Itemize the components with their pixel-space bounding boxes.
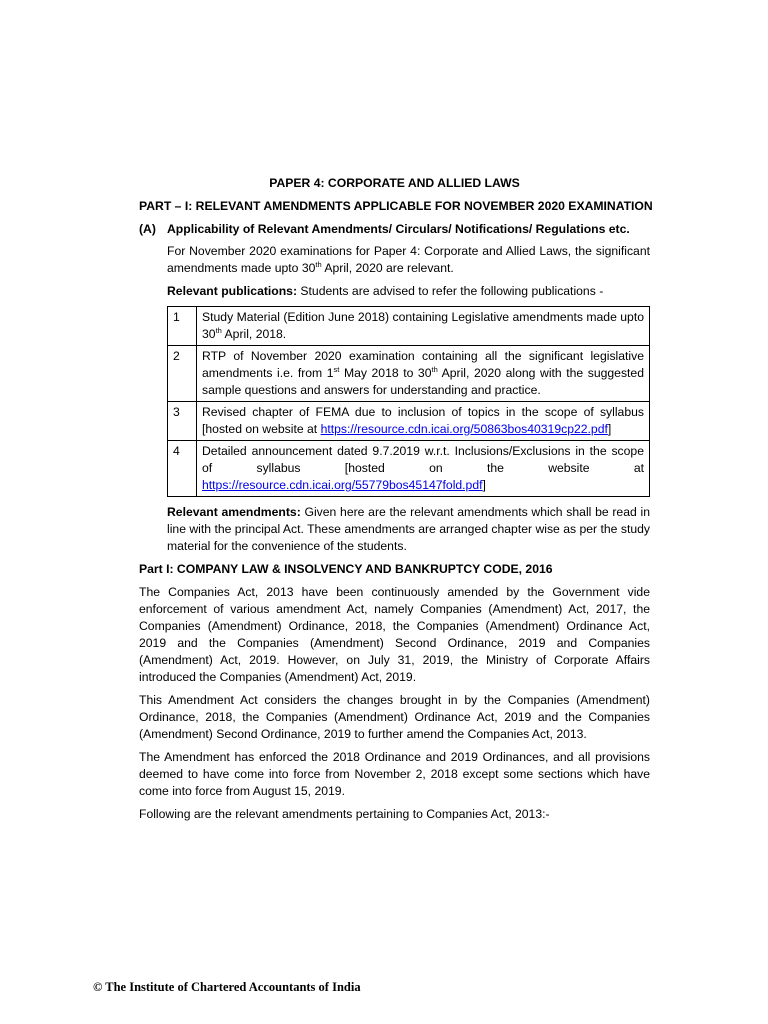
table-row xyxy=(168,441,650,497)
row-number: 1 xyxy=(168,307,197,346)
publications-table xyxy=(167,306,650,497)
section-a-heading xyxy=(139,221,650,238)
part1-heading: Part I: COMPANY LAW & INSOLVENCY AND BANKRUPTCY CODE, 2016 xyxy=(139,562,553,576)
table-row xyxy=(168,346,650,402)
pub-text: ] xyxy=(482,478,486,492)
pub-sup: th xyxy=(431,365,438,374)
pub-text: Revised chapter of FEMA due to inclusion of topics in the scope of syllabus [hosted on website at xyxy=(202,405,644,436)
pub-sup: th xyxy=(215,326,222,335)
pub-text: ] xyxy=(607,422,612,436)
part-heading: PART – I: RELEVANT AMENDMENTS APPLICABLE FOR NOVEMBER 2020 EXAMINATION xyxy=(139,199,653,213)
body-paragraph: The Amendment has enforced the 2018 Ordinance and 2019 Ordinances, and all provisions deemed to have come into force from November 2, 2018 except some sections which have come into force from August 15, 2019. xyxy=(139,750,650,798)
row-text xyxy=(197,307,650,346)
intro-paragraph xyxy=(167,243,650,277)
pub-text: RTP of November 2020 examination containing all the significant legislative amendments i.e. from 1 xyxy=(202,349,644,380)
intro-text-2: April, 2020 are relevant. xyxy=(321,261,454,275)
row-text xyxy=(197,402,650,441)
row-text xyxy=(197,346,650,402)
publications-intro xyxy=(167,283,650,300)
pub-text: April, 2018. xyxy=(221,327,287,341)
body-paragraph: Following are the relevant amendments pertaining to Companies Act, 2013:- xyxy=(139,807,550,821)
body-paragraph: This Amendment Act considers the changes brought in by the Companies (Amendment) Ordinance, 2018, the Companies (Amendment) Ordinance Act, 2019 and the Companies (Amendment) Second Ordinance, 2019 to further amend the Companies Act, 2013. xyxy=(139,693,650,741)
section-a-label: (A) xyxy=(139,222,156,236)
document-page xyxy=(139,175,653,829)
amendments-text: Given here are the relevant amendments which shall be read in line with the principal Act. These amendments are arranged chapter wise as per the study material for the convenience of the students. xyxy=(167,505,650,553)
paper-title: PAPER 4: CORPORATE AND ALLIED LAWS xyxy=(269,176,520,190)
intro-sup: th xyxy=(315,260,322,269)
pub-text: Detailed announcement dated 9.7.2019 w.r.t. Inclusions/Exclusions in the scope of syllabus [hosted on the website at xyxy=(202,444,644,475)
fema-chapter-link[interactable]: https://resource.cdn.icai.org/50863bos40319cp22.pdf xyxy=(320,422,608,436)
intro-text-1: For November 2020 examinations for Paper 4: Corporate and Allied Laws, the significant amendments made upto 30 xyxy=(167,244,650,275)
pub-text: May 2018 to 30 xyxy=(339,366,432,380)
table-row xyxy=(168,402,650,441)
row-number: 2 xyxy=(168,346,197,402)
publications-label: Relevant publications: xyxy=(167,284,298,298)
row-number: 3 xyxy=(168,402,197,441)
amendments-paragraph xyxy=(167,504,650,555)
table-row xyxy=(168,307,650,346)
row-number: 4 xyxy=(168,441,197,497)
row-text xyxy=(197,441,650,497)
section-a-title: Applicability of Relevant Amendments/ Circulars/ Notifications/ Regulations etc. xyxy=(167,222,630,236)
pub-text: April, 2020 along with the suggested sample questions and answers for understanding and practice. xyxy=(202,366,644,397)
pub-text: Study Material (Edition June 2018) containing Legislative amendments made upto 30 xyxy=(202,310,644,341)
amendments-label: Relevant amendments: xyxy=(167,505,301,519)
body-paragraph: The Companies Act, 2013 have been continuously amended by the Government vide enforcement of various amendment Act, namely Companies (Amendment) Act, 2017, the Companies (Amendment) Ordinance, 2018, the Companies (Amendment) Ordinance Act, 2019 and the Companies (Amendment) Second Ordinance, 2019 and Companies (Amendment) Act, 2019. However, on July 31, 2019, the Ministry of Corporate Affairs introduced the Companies (Amendment) Act, 2019. xyxy=(139,585,650,684)
pub-sup: st xyxy=(333,365,340,374)
announcement-link[interactable]: https://resource.cdn.icai.org/55779bos45147fold.pdf xyxy=(202,478,483,492)
publications-text: Students are advised to refer the following publications - xyxy=(297,284,604,298)
copyright-footer: © The Institute of Chartered Accountants of India xyxy=(93,980,361,994)
